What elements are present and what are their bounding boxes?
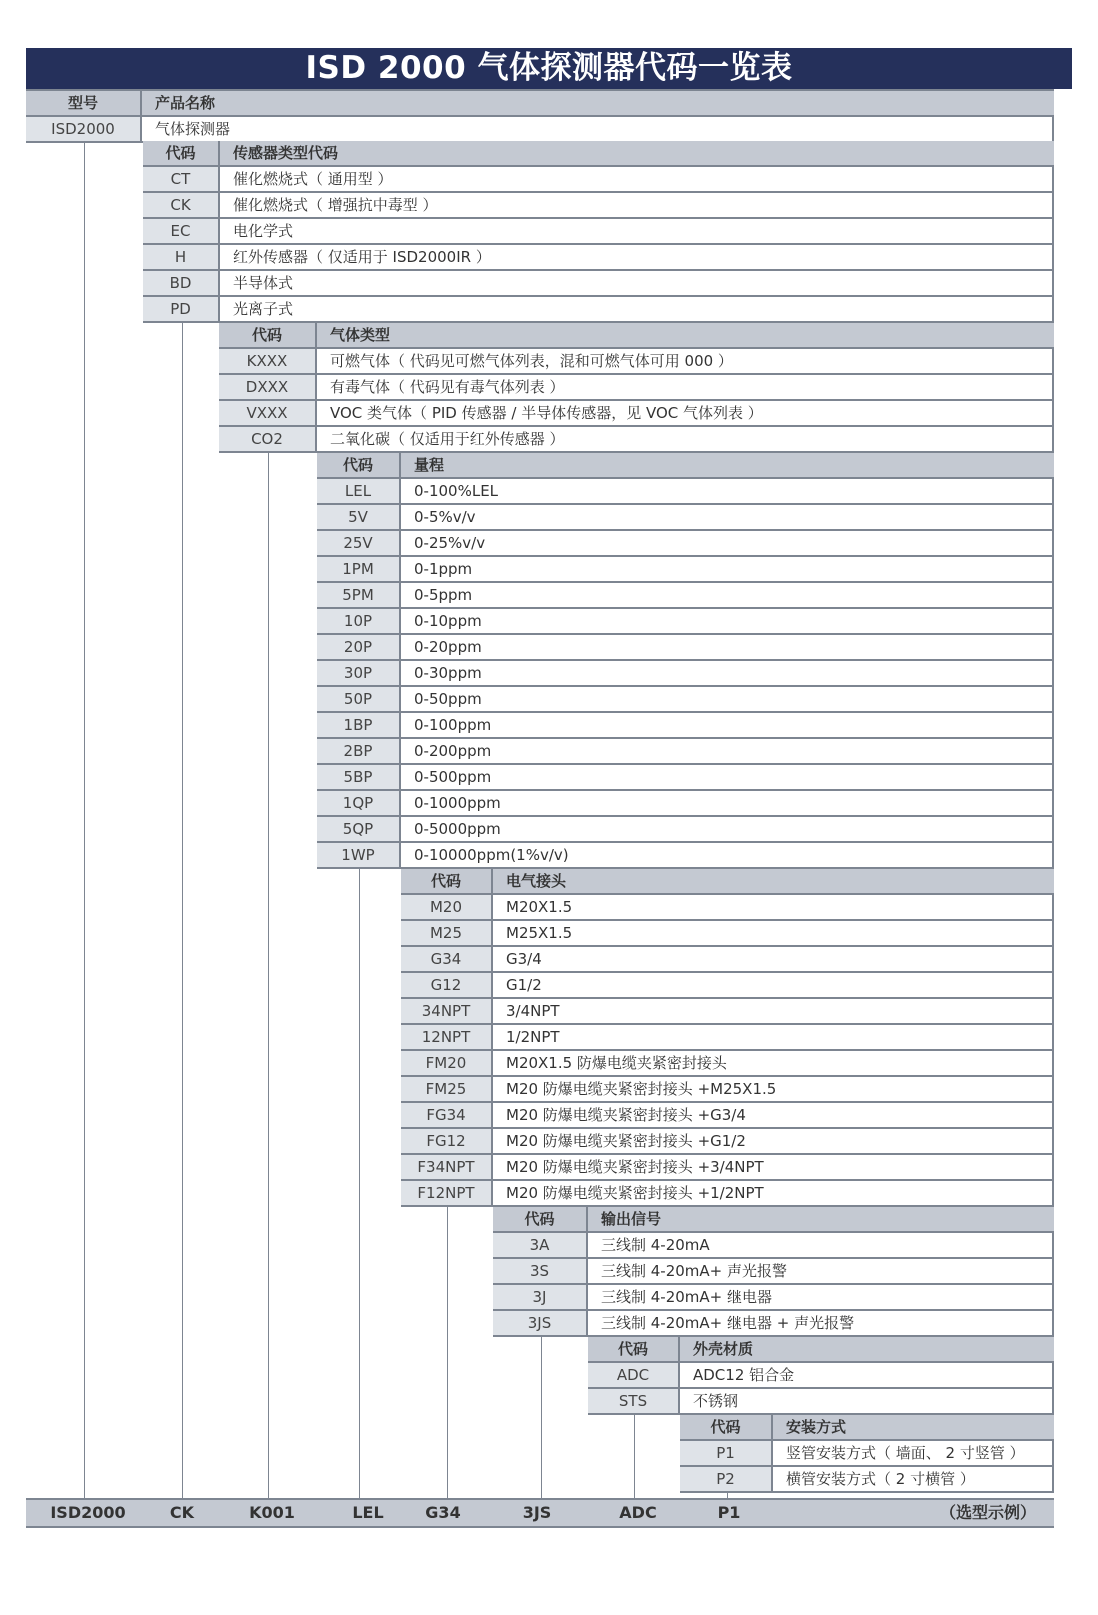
table-row xyxy=(317,817,1054,843)
code-cell: 5PM xyxy=(317,583,401,607)
table-row xyxy=(493,1285,1054,1311)
code-section-5 xyxy=(401,869,1054,1207)
code-section-3 xyxy=(219,323,1054,453)
description-cell: 1/2NPT xyxy=(506,1028,560,1046)
code-cell: BD xyxy=(143,271,220,295)
section-header xyxy=(680,1415,1054,1441)
description-column-header: 输出信号 xyxy=(601,1210,662,1228)
description-cell: 0-1000ppm xyxy=(414,794,501,812)
code-cell: 3S xyxy=(493,1259,588,1283)
code-column-header: 代码 xyxy=(680,1415,773,1439)
code-cell: 5QP xyxy=(317,817,401,841)
description-cell: 半导体式 xyxy=(233,274,294,292)
table-row xyxy=(317,531,1054,557)
table-row xyxy=(401,1181,1054,1207)
table-row xyxy=(219,401,1054,427)
code-cell: ADC xyxy=(588,1363,680,1387)
code-cell: VXXX xyxy=(219,401,317,425)
table-row xyxy=(219,349,1054,375)
description-cell: 0-1ppm xyxy=(414,560,473,578)
description-cell: 三线制 4-20mA+ 声光报警 xyxy=(601,1262,788,1280)
description-cell: 3/4NPT xyxy=(506,1002,560,1020)
table-row xyxy=(588,1363,1054,1389)
table-row xyxy=(493,1233,1054,1259)
table-row xyxy=(317,713,1054,739)
description-cell: 0-100ppm xyxy=(414,716,492,734)
code-cell: F34NPT xyxy=(401,1155,493,1179)
description-cell: M25X1.5 xyxy=(506,924,573,942)
code-cell: 10P xyxy=(317,609,401,633)
description-column-header: 产品名称 xyxy=(155,94,216,112)
description-cell: 竖管安装方式（ 墙面、 2 寸竖管 ） xyxy=(786,1444,1025,1462)
code-section-4 xyxy=(317,453,1054,869)
example-note: （选型示例） xyxy=(939,1503,1036,1522)
example-range: LEL xyxy=(352,1503,384,1522)
table-row xyxy=(401,947,1054,973)
code-cell: 1QP xyxy=(317,791,401,815)
example-mounting: P1 xyxy=(717,1503,741,1522)
code-cell: 2BP xyxy=(317,739,401,763)
code-section-1 xyxy=(26,89,1054,143)
section-header xyxy=(493,1207,1054,1233)
code-section-2 xyxy=(143,141,1054,323)
table-row xyxy=(317,661,1054,687)
code-cell: FM25 xyxy=(401,1077,493,1101)
code-cell: PD xyxy=(143,297,220,321)
code-cell: CT xyxy=(143,167,220,191)
code-cell: 1WP xyxy=(317,843,401,867)
code-cell: FG34 xyxy=(401,1103,493,1127)
description-cell: 不锈钢 xyxy=(693,1392,739,1410)
code-cell: M25 xyxy=(401,921,493,945)
code-cell: G12 xyxy=(401,973,493,997)
description-cell: 红外传感器（ 仅适用于 ISD2000IR ） xyxy=(233,248,491,266)
table-row xyxy=(401,1155,1054,1181)
table-row xyxy=(493,1259,1054,1285)
code-cell: DXXX xyxy=(219,375,317,399)
description-cell: M20 防爆电缆夹紧密封接头 +G1/2 xyxy=(506,1132,746,1150)
table-row xyxy=(143,271,1054,297)
table-row xyxy=(143,245,1054,271)
table-row xyxy=(143,297,1054,323)
description-cell: M20X1.5 防爆电缆夹紧密封接头 xyxy=(506,1054,727,1072)
code-column-header: 代码 xyxy=(219,323,317,347)
table-row xyxy=(317,609,1054,635)
section-header xyxy=(401,869,1054,895)
table-row xyxy=(317,557,1054,583)
code-cell: ISD2000 xyxy=(26,117,142,141)
connector-line xyxy=(182,323,183,1498)
description-cell: 三线制 4-20mA+ 继电器 xyxy=(601,1288,773,1306)
code-cell: 5BP xyxy=(317,765,401,789)
page-title: ISD 2000 气体探测器代码一览表 xyxy=(26,48,1072,89)
description-cell: 0-10000ppm(1%v/v) xyxy=(414,846,569,864)
code-column-header: 型号 xyxy=(26,91,142,115)
code-column-header: 代码 xyxy=(588,1337,680,1361)
table-row xyxy=(401,1051,1054,1077)
code-cell: 12NPT xyxy=(401,1025,493,1049)
connector-line xyxy=(447,1207,448,1498)
code-cell: CO2 xyxy=(219,427,317,451)
section-header xyxy=(26,91,1054,117)
table-row xyxy=(493,1311,1054,1337)
table-row xyxy=(317,687,1054,713)
description-cell: 0-5ppm xyxy=(414,586,473,604)
table-row xyxy=(588,1389,1054,1415)
example-model: ISD2000 xyxy=(50,1503,126,1522)
code-cell: 3J xyxy=(493,1285,588,1309)
table-row xyxy=(317,765,1054,791)
code-cell: 1BP xyxy=(317,713,401,737)
description-column-header: 量程 xyxy=(414,456,445,474)
description-cell: 三线制 4-20mA xyxy=(601,1236,710,1254)
description-cell: 可燃气体（ 代码见可燃气体列表，混和可燃气体可用 000 ） xyxy=(330,352,733,370)
code-cell: 25V xyxy=(317,531,401,555)
description-cell: M20 防爆电缆夹紧密封接头 +G3/4 xyxy=(506,1106,746,1124)
table-row xyxy=(317,583,1054,609)
description-cell: 0-5%v/v xyxy=(414,508,476,526)
code-cell: G34 xyxy=(401,947,493,971)
code-cell: F12NPT xyxy=(401,1181,493,1205)
description-cell: 0-5000ppm xyxy=(414,820,501,838)
code-cell: H xyxy=(143,245,220,269)
description-cell: 0-200ppm xyxy=(414,742,492,760)
table-row xyxy=(317,739,1054,765)
section-header xyxy=(317,453,1054,479)
description-cell: M20 防爆电缆夹紧密封接头 +M25X1.5 xyxy=(506,1080,777,1098)
description-cell: G1/2 xyxy=(506,976,542,994)
code-cell: FM20 xyxy=(401,1051,493,1075)
code-cell: 30P xyxy=(317,661,401,685)
table-row xyxy=(143,219,1054,245)
code-cell: 1PM xyxy=(317,557,401,581)
code-section-8 xyxy=(680,1415,1054,1493)
description-cell: ADC12 铝合金 xyxy=(693,1366,795,1384)
description-cell: 0-500ppm xyxy=(414,768,492,786)
code-cell: KXXX xyxy=(219,349,317,373)
description-cell: 0-10ppm xyxy=(414,612,482,630)
code-section-6 xyxy=(493,1207,1054,1337)
description-cell: G3/4 xyxy=(506,950,542,968)
table-row xyxy=(317,505,1054,531)
section-header xyxy=(143,141,1054,167)
code-cell: 3JS xyxy=(493,1311,588,1335)
code-section-7 xyxy=(588,1337,1054,1415)
connector-line xyxy=(634,1415,635,1498)
table-row xyxy=(26,117,1054,143)
table-row xyxy=(317,843,1054,869)
code-column-header: 代码 xyxy=(401,869,493,893)
description-cell: 0-50ppm xyxy=(414,690,482,708)
code-cell: 5V xyxy=(317,505,401,529)
table-row xyxy=(219,427,1054,453)
code-cell: M20 xyxy=(401,895,493,919)
description-cell: VOC 类气体（ PID 传感器 / 半导体传感器，见 VOC 气体列表 ） xyxy=(330,404,763,422)
section-header xyxy=(219,323,1054,349)
description-cell: M20 防爆电缆夹紧密封接头 +1/2NPT xyxy=(506,1184,764,1202)
description-cell: 气体探测器 xyxy=(155,120,231,138)
table-row xyxy=(317,479,1054,505)
code-cell: 20P xyxy=(317,635,401,659)
example-gas: K001 xyxy=(249,1503,295,1522)
table-row xyxy=(401,1025,1054,1051)
description-column-header: 外壳材质 xyxy=(693,1340,754,1358)
description-cell: 电化学式 xyxy=(233,222,294,240)
code-cell: EC xyxy=(143,219,220,243)
description-cell: 催化燃烧式（ 通用型 ） xyxy=(233,170,393,188)
table-row xyxy=(143,193,1054,219)
table-row xyxy=(401,1129,1054,1155)
code-cell: 3A xyxy=(493,1233,588,1257)
example-connector: G34 xyxy=(425,1503,461,1522)
table-row xyxy=(401,895,1054,921)
code-cell: P2 xyxy=(680,1467,773,1491)
example-output: 3JS xyxy=(522,1503,552,1522)
table-row xyxy=(401,973,1054,999)
code-column-header: 代码 xyxy=(493,1207,588,1231)
description-column-header: 传感器类型代码 xyxy=(233,144,339,162)
connector-line xyxy=(359,869,360,1498)
table-row xyxy=(401,1103,1054,1129)
description-cell: M20 防爆电缆夹紧密封接头 +3/4NPT xyxy=(506,1158,764,1176)
description-cell: 0-100%LEL xyxy=(414,482,499,500)
code-column-header: 代码 xyxy=(317,453,401,477)
description-cell: 0-20ppm xyxy=(414,638,482,656)
table-row xyxy=(317,791,1054,817)
description-cell: 0-25%v/v xyxy=(414,534,486,552)
code-cell: STS xyxy=(588,1389,680,1413)
description-cell: 催化燃烧式（ 增强抗中毒型 ） xyxy=(233,196,438,214)
section-header xyxy=(588,1337,1054,1363)
code-column-header: 代码 xyxy=(143,141,220,165)
table-row xyxy=(680,1467,1054,1493)
example-housing: ADC xyxy=(619,1503,657,1522)
connector-line xyxy=(84,141,85,1498)
description-cell: 0-30ppm xyxy=(414,664,482,682)
table-row xyxy=(219,375,1054,401)
table-row xyxy=(401,999,1054,1025)
example-sensor: CK xyxy=(169,1503,195,1522)
table-row xyxy=(401,1077,1054,1103)
code-cell: FG12 xyxy=(401,1129,493,1153)
code-cell: 50P xyxy=(317,687,401,711)
table-row xyxy=(680,1441,1054,1467)
description-cell: 有毒气体（ 代码见有毒气体列表 ） xyxy=(330,378,565,396)
description-cell: M20X1.5 xyxy=(506,898,573,916)
code-cell: P1 xyxy=(680,1441,773,1465)
connector-line xyxy=(541,1337,542,1498)
connector-line xyxy=(268,453,269,1498)
selection-example-bar xyxy=(26,1498,1054,1528)
description-column-header: 电气接头 xyxy=(506,872,567,890)
description-column-header: 气体类型 xyxy=(330,326,391,344)
description-cell: 光离子式 xyxy=(233,300,294,318)
table-row xyxy=(401,921,1054,947)
table-row xyxy=(317,635,1054,661)
description-column-header: 安装方式 xyxy=(786,1418,847,1436)
description-cell: 二氧化碳（ 仅适用于红外传感器 ） xyxy=(330,430,565,448)
description-cell: 横管安装方式（ 2 寸横管 ） xyxy=(786,1470,975,1488)
code-cell: 34NPT xyxy=(401,999,493,1023)
code-cell: LEL xyxy=(317,479,401,503)
description-cell: 三线制 4-20mA+ 继电器 + 声光报警 xyxy=(601,1314,855,1332)
code-cell: CK xyxy=(143,193,220,217)
table-row xyxy=(143,167,1054,193)
